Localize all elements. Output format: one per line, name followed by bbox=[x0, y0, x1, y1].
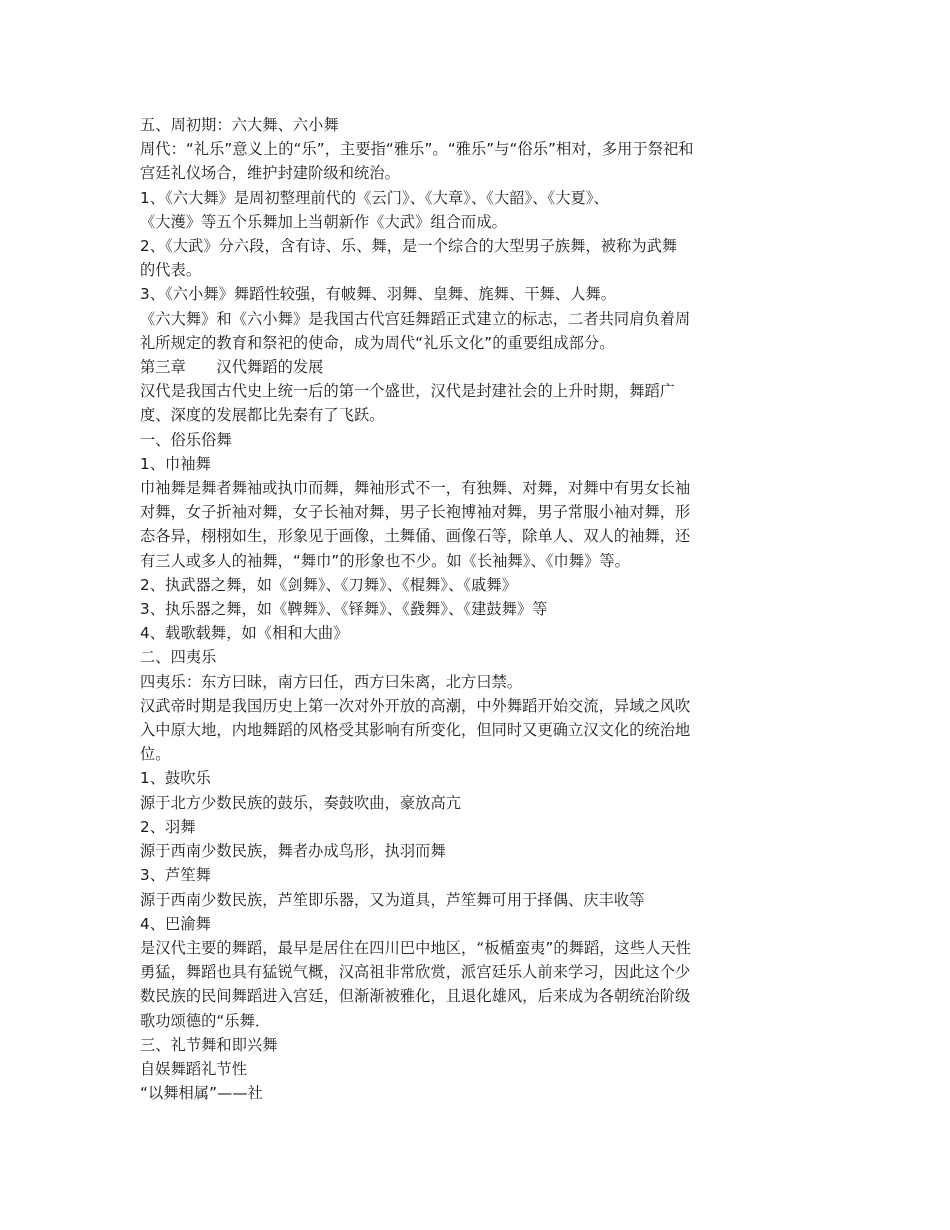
list-item-line: 2、执武器之舞，如《剑舞》、《刀舞》、《棍舞》、《戚舞》 bbox=[140, 575, 517, 594]
subsection-heading: 1、巾袖舞 bbox=[140, 454, 211, 473]
paragraph-line: 是汉代主要的舞蹈，最早是居住在四川巴中地区，“板楯蛮夷”的舞蹈，这些人天性 bbox=[140, 938, 691, 957]
document-body bbox=[140, 113, 820, 1105]
paragraph-line: 有三人或多人的袖舞，“舞巾”的形象也不少。如《长袖舞》、《巾舞》等。 bbox=[140, 551, 630, 570]
paragraph-line: 源于西南少数民族，芦笙即乐器，又为道具，芦笙舞可用于择偶、庆丰收等 bbox=[140, 890, 645, 909]
section-heading: 三、礼节舞和即兴舞 bbox=[140, 1035, 278, 1054]
paragraph-line: “以舞相属”——社 bbox=[140, 1084, 263, 1103]
section-heading: 一、俗乐俗舞 bbox=[140, 430, 232, 449]
paragraph-line: 周代：“礼乐”意义上的“乐”，主要指“雅乐”。“雅乐”与“俗乐”相对，多用于祭祀和 bbox=[140, 140, 694, 159]
paragraph-line: 对舞，女子折袖对舞，女子长袖对舞，男子长袍博袖对舞，男子常服小袖对舞，形 bbox=[140, 503, 691, 522]
paragraph-line: 位。 bbox=[140, 745, 171, 764]
paragraph-line: 汉武帝时期是我国历史上第一次对外开放的高潮，中外舞蹈开始交流，异域之风吹 bbox=[140, 696, 691, 715]
paragraph-line: 宫廷礼仪场合，维护封建阶级和统治。 bbox=[140, 164, 400, 183]
subsection-heading: 4、巴渝舞 bbox=[140, 914, 211, 933]
paragraph-line: 自娱舞蹈礼节性 bbox=[140, 1059, 248, 1078]
paragraph-line: 度、深度的发展都比先秦有了飞跃。 bbox=[140, 406, 385, 425]
paragraph-line: 《六大舞》和《六小舞》是我国古代宫廷舞蹈正式建立的标志，二者共同肩负着周 bbox=[140, 309, 691, 328]
subsection-heading: 3、芦笙舞 bbox=[140, 866, 211, 885]
paragraph-line: 礼所规定的教育和祭祀的使命，成为周代“礼乐文化”的重要组成部分。 bbox=[140, 333, 615, 352]
subsection-heading: 2、羽舞 bbox=[140, 817, 196, 836]
list-item-line: 3、《六小舞》舞蹈性较强，有帔舞、羽舞、皇舞、旄舞、干舞、人舞。 bbox=[140, 285, 617, 304]
paragraph-line: 数民族的民间舞蹈进入宫廷，但渐渐被雅化，且退化雄风，后来成为各朝统治阶级 bbox=[140, 987, 691, 1006]
list-item-line: 2、《大武》分六段，含有诗、乐、舞，是一个综合的大型男子族舞，被称为武舞 bbox=[140, 237, 678, 256]
section-heading: 二、四夷乐 bbox=[140, 648, 217, 667]
paragraph-line: 歌功颂德的“乐舞． bbox=[140, 1011, 271, 1030]
paragraph-line: 勇猛，舞蹈也具有猛锐气概，汉高祖非常欣赏，派宫廷乐人前来学习，因此这个少 bbox=[140, 963, 691, 982]
list-item-line: 的代表。 bbox=[140, 261, 202, 280]
list-item-line: 《大濩》等五个乐舞加上当朝新作《大武》组合而成。 bbox=[140, 212, 507, 231]
section-heading-zhou: 五、周初期：六大舞、六小舞 bbox=[140, 116, 339, 134]
paragraph-line: 入中原大地，内地舞蹈的风格受其影响有所变化，但同时又更确立汉文化的统治地 bbox=[140, 721, 691, 740]
list-item-line: 3、执乐器之舞，如《鞞舞》、《铎舞》、《鼗舞》、《建鼓舞》等 bbox=[140, 600, 548, 619]
paragraph-line: 四夷乐：东方曰昧，南方曰任，西方曰朱离，北方曰禁。 bbox=[140, 672, 523, 691]
paragraph-line: 巾袖舞是舞者舞袖或执巾而舞，舞袖形式不一，有独舞、对舞，对舞中有男女长袖 bbox=[140, 479, 691, 498]
paragraph-line: 汉代是我国古代史上统一后的第一个盛世，汉代是封建社会的上升时期，舞蹈广 bbox=[140, 382, 676, 401]
paragraph-line: 源于西南少数民族，舞者办成鸟形，执羽而舞 bbox=[140, 842, 446, 861]
list-item-line: 1、《六大舞》是周初整理前代的《云门》、《大章》、《大韶》、《大夏》、 bbox=[140, 188, 609, 207]
subsection-heading: 1、鼓吹乐 bbox=[140, 769, 211, 788]
chapter-heading: 第三章 汉代舞蹈的发展 bbox=[140, 358, 324, 377]
list-item-line: 4、载歌载舞，如《相和大曲》 bbox=[140, 624, 349, 643]
paragraph-line: 态各异，栩栩如生，形象见于画像，土舞俑、画像石等，除单人、双人的袖舞，还 bbox=[140, 527, 691, 546]
paragraph-line: 源于北方少数民族的鼓乐，奏鼓吹曲，豪放高亢 bbox=[140, 793, 462, 812]
